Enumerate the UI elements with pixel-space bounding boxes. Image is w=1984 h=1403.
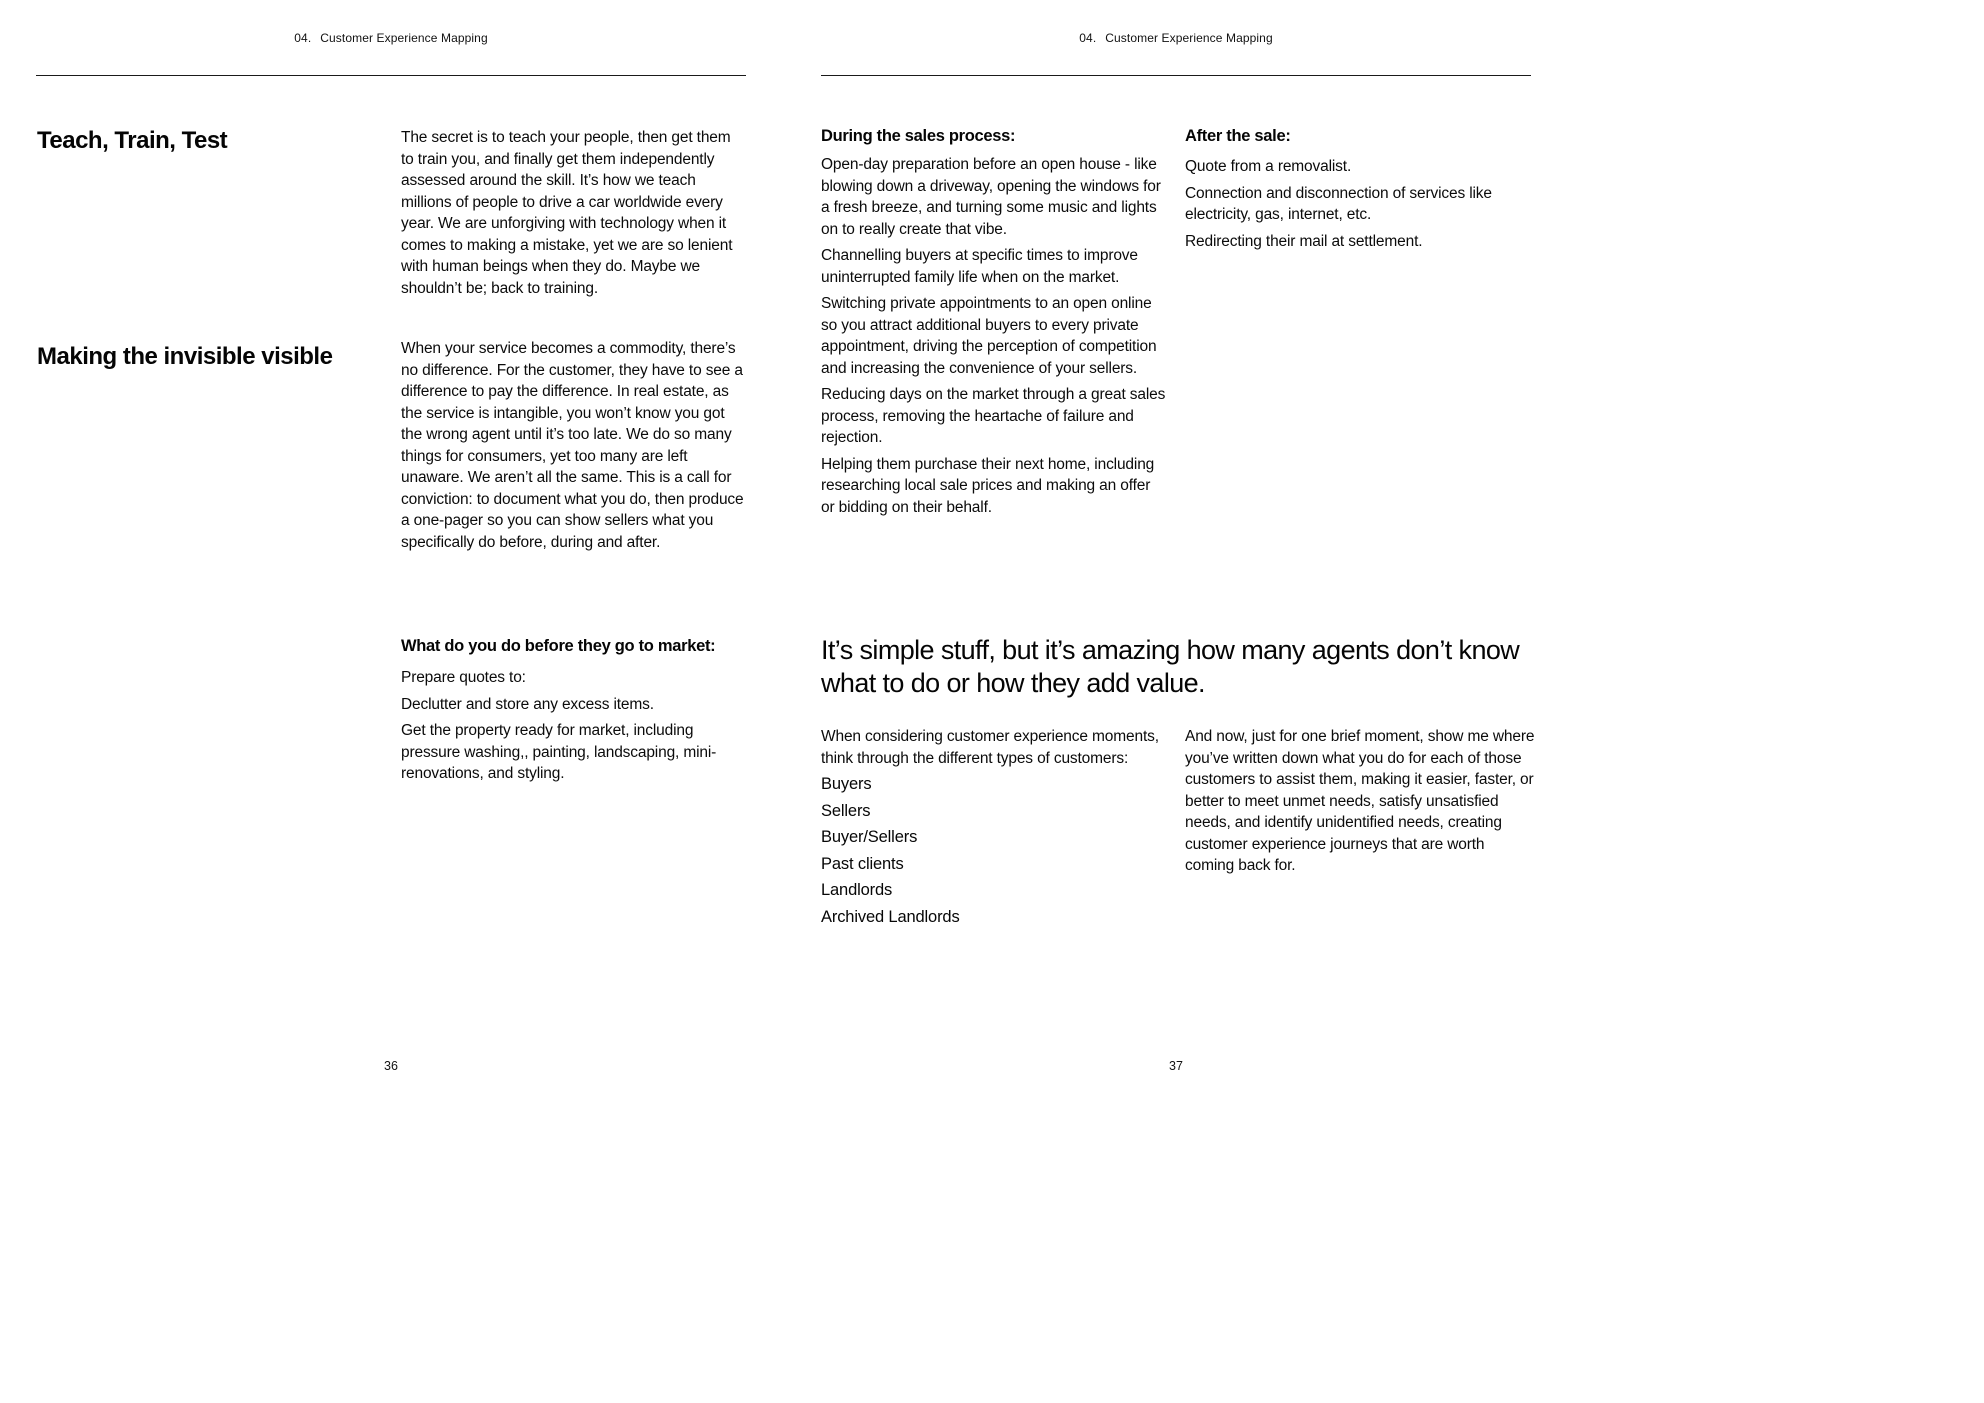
- after-sale-list: [1185, 156, 1535, 252]
- page-number-right: 37: [1169, 1059, 1183, 1073]
- after-sale-block: [1185, 127, 1535, 257]
- before-market-list: [401, 667, 747, 785]
- during-sales-block: [821, 127, 1167, 523]
- header-rule-right: [821, 75, 1531, 76]
- paragraph: Channelling buyers at specific times to improve uninterrupted family life when on the market.: [821, 247, 1138, 286]
- heading-teach-train-test: Teach, Train, Test: [37, 127, 228, 154]
- before-market-heading: What do you do before they go to market:: [401, 637, 716, 655]
- before-market-block: [401, 637, 747, 790]
- page-number-left: 36: [384, 1059, 398, 1073]
- pull-quote: It’s simple stuff, but it’s amazing how many agents don’t know what to do or how they add value.: [821, 635, 1520, 698]
- section-number: 04.: [1079, 31, 1097, 45]
- closing-paragraph: And now, just for one brief moment, show me where you’ve written down what you do for each of those customers to assist them, making it easier, faster, or better to meet unmet needs, satisfy unsatisfied needs, and identify unidentified needs, creating customer experience journeys that are worth coming back for.: [1185, 728, 1535, 874]
- section-title: Customer Experience Mapping: [320, 31, 488, 45]
- list-item: Get the property ready for market, including pressure washing,, painting, landscaping, mini-renovations, and styling.: [401, 722, 717, 782]
- paragraph: Helping them purchase their next home, including researching local sale prices and making an offer or bidding on their behalf.: [821, 455, 1155, 516]
- list-item: Declutter and store any excess items.: [401, 695, 654, 713]
- list-item: Past clients: [821, 854, 904, 873]
- list-item: Buyer/Sellers: [821, 828, 918, 846]
- list-item: Sellers: [821, 801, 871, 820]
- list-item: Prepare quotes to:: [401, 669, 526, 686]
- customers-block: [821, 726, 1167, 933]
- list-item: Connection and disconnection of services like electricity, gas, internet, etc.: [1185, 184, 1492, 223]
- during-sales-heading: During the sales process:: [821, 127, 1016, 145]
- list-item: Buyers: [821, 775, 872, 793]
- running-header-left: [36, 31, 746, 45]
- running-header-right: [821, 31, 1531, 45]
- customers-intro: When considering customer experience moments, think through the different types of customers:: [821, 728, 1159, 767]
- header-rule-left: [36, 75, 746, 76]
- paragraph-invisible-visible: When your service becomes a commodity, there’s no difference. For the customer, they have to see a difference to pay the difference. In real estate, as the service is intangible, you won’t know you got the wrong agent until it’s too late. We do so many things for consumers, yet too many are left unaware. We aren’t all the same. This is a call for conviction: to document what you do, then produce a one-pager so you can show sellers what you specifically do before, during and after.: [401, 340, 744, 551]
- paragraph: Reducing days on the market through a great sales process, removing the heartache of failure and rejection.: [821, 386, 1166, 446]
- paragraph: Open-day preparation before an open house - like blowing down a driveway, opening the windows for a fresh breeze, and turning some music and lights on to really create that vibe.: [821, 156, 1161, 238]
- section-title: Customer Experience Mapping: [1105, 31, 1273, 45]
- paragraph: Switching private appointments to an open online so you attract additional buyers to every private appointment, driving the perception of competition and increasing the convenience of your sellers.: [821, 295, 1157, 377]
- list-item: Archived Landlords: [821, 907, 960, 926]
- section-number: 04.: [294, 31, 312, 45]
- list-item: Quote from a removalist.: [1185, 158, 1352, 175]
- customers-list: [821, 774, 1167, 928]
- paragraph-teach-train-test: The secret is to teach your people, then get them to train you, and finally get them independently assessed around the skill. It’s how we teach millions of people to drive a car worldwide every year. We are unforgiving with technology when it comes to making a mistake, yet we are so lenient with human beings when they do. Maybe we shouldn’t be; back to training.: [401, 129, 733, 297]
- list-item: Landlords: [821, 881, 893, 899]
- after-sale-heading: After the sale:: [1185, 127, 1291, 145]
- list-item: Redirecting their mail at settlement.: [1185, 232, 1423, 250]
- during-sales-paragraphs: [821, 154, 1167, 518]
- heading-invisible-visible: Making the invisible visible: [37, 343, 333, 370]
